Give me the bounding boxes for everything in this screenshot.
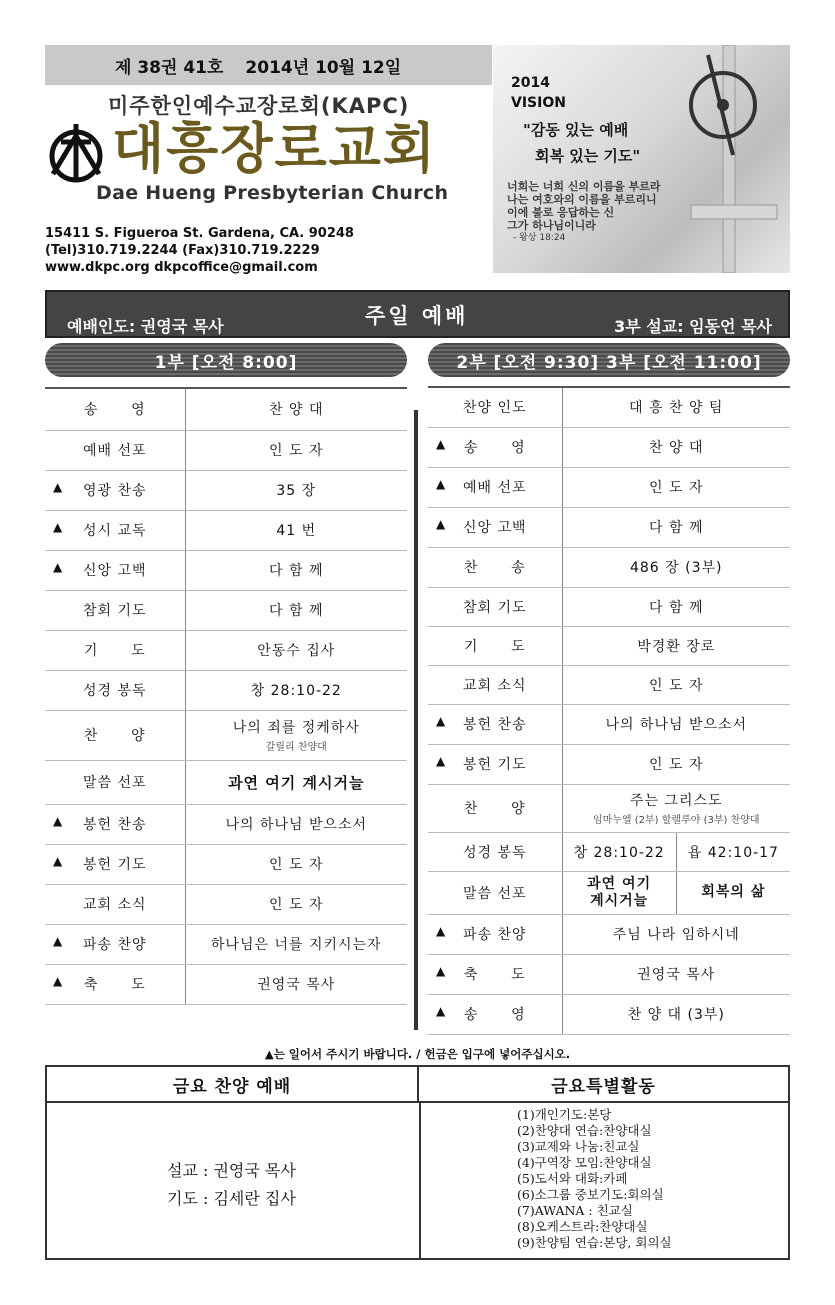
friday-prayer: 기도 : 김세란 집사 xyxy=(167,1189,296,1208)
order-value xyxy=(185,804,407,844)
order-value xyxy=(185,510,407,550)
order-row xyxy=(45,844,407,884)
order-label-text: 참회 기도 xyxy=(82,603,147,619)
order-label-text: 성경 봉독 xyxy=(82,683,147,699)
order-label-text: 송 영 xyxy=(463,440,526,456)
stand-marker: ▲ xyxy=(53,974,64,988)
order-label-text: 예배 선포 xyxy=(462,480,527,496)
order-value-text: 다 함 께 xyxy=(649,520,704,536)
order-label xyxy=(45,964,185,1004)
order-value xyxy=(185,550,407,590)
order-label-text: 성시 교독 xyxy=(82,523,147,539)
vision-quote: "감동 있는 예배 회복 있는 기도" xyxy=(523,121,641,165)
order-row xyxy=(428,587,790,626)
worship-leader: 예배인도: 권영국 목사 xyxy=(67,317,224,336)
friday-worship-info xyxy=(167,1157,296,1213)
stand-marker: ▲ xyxy=(436,924,447,938)
contact-info xyxy=(45,225,354,276)
stand-marker: ▲ xyxy=(53,480,64,494)
order-value-part: 회복의 삶 xyxy=(676,872,790,914)
friday-sermon: 설교 : 권영국 목사 xyxy=(167,1161,296,1180)
order-label xyxy=(428,587,562,626)
order-value-text: 인 도 자 xyxy=(649,480,704,496)
order-row xyxy=(45,510,407,550)
order-row xyxy=(428,914,790,954)
order-label xyxy=(428,871,562,914)
order-value xyxy=(562,665,790,704)
order-label-text: 말씀 선포 xyxy=(462,885,527,902)
order-row xyxy=(45,804,407,844)
order-value xyxy=(185,710,407,760)
order-row xyxy=(428,427,790,467)
stand-marker: ▲ xyxy=(436,517,447,531)
order-value-text: 인 도 자 xyxy=(649,757,704,773)
order-value-text: 다 함 께 xyxy=(269,603,324,619)
order-value-text: 하나님은 너를 지키시는자 xyxy=(210,937,382,953)
activity-item: (3)교제와 나눔:친교실 xyxy=(517,1139,640,1154)
order-label-text: 기 도 xyxy=(83,643,146,659)
order-value-text: 과연 여기 계시거늘 xyxy=(228,773,365,792)
order-row xyxy=(45,884,407,924)
order-row xyxy=(428,507,790,547)
order-label-text: 참회 기도 xyxy=(462,599,527,616)
order-value-text: 나의 하나님 받으소서 xyxy=(225,817,368,833)
order-value-part: 욥 42:10-17 xyxy=(676,833,790,871)
order-value-part: 과연 여기 계시거늘 xyxy=(587,875,652,909)
church-name-korean: 대흥장로교회 xyxy=(112,117,437,180)
order-value-text: 주님 나라 임하시네 xyxy=(612,927,740,943)
order-value xyxy=(562,784,790,832)
order-value xyxy=(185,630,407,670)
order-value-text: 찬 양 대 xyxy=(649,440,704,456)
stand-marker: ▲ xyxy=(436,1004,447,1018)
address: 15411 S. Figueroa St. Gardena, CA. 90248 xyxy=(45,226,354,241)
cross-bicycle-icon xyxy=(683,45,790,273)
order-value xyxy=(185,964,407,1004)
sermon-speaker: 3부 설교: 임동언 목사 xyxy=(614,317,772,336)
friday-box xyxy=(45,1065,790,1260)
order-label xyxy=(428,954,562,994)
friday-divider xyxy=(419,1103,421,1258)
order-label-text: 기 도 xyxy=(463,638,526,655)
order-row xyxy=(428,547,790,587)
stand-marker: ▲ xyxy=(53,520,64,534)
order-label-text: 찬 양 xyxy=(463,801,526,817)
order-value-text: 나의 하나님 받으소서 xyxy=(605,717,748,733)
activities-list xyxy=(517,1107,672,1251)
order-row xyxy=(45,710,407,760)
order-label-text: 봉헌 기도 xyxy=(82,857,147,873)
order-label-text: 말씀 선포 xyxy=(82,775,147,791)
order-label xyxy=(428,507,562,547)
order-value xyxy=(562,427,790,467)
order-label xyxy=(45,844,185,884)
first-service-order xyxy=(45,387,407,1005)
order-label xyxy=(428,994,562,1034)
order-value xyxy=(562,587,790,626)
order-value xyxy=(185,844,407,884)
order-label xyxy=(45,510,185,550)
second-third-service-header: 2부 [오전 9:30] 3부 [오전 11:00] xyxy=(428,343,790,377)
order-value-text: 찬 양 대 (3부) xyxy=(627,1007,725,1023)
vision-year: 2014 VISION xyxy=(511,75,566,111)
order-value-text: 창 28:10-22 xyxy=(250,683,342,699)
order-label-text: 찬 양 xyxy=(83,728,146,744)
order-value-text: 주는 그리스도 xyxy=(629,793,723,809)
order-value-text: 권영국 목사 xyxy=(637,967,716,983)
order-value-note: 임마누엘 (2부) 할렐루야 (3부) 찬양대 xyxy=(592,815,760,826)
order-label-text: 봉헌 찬송 xyxy=(462,717,527,733)
order-value xyxy=(562,547,790,587)
order-value-part: 창 28:10-22 xyxy=(573,844,665,861)
column-divider xyxy=(414,410,418,1030)
issue-bar xyxy=(45,45,492,85)
activity-item: (9)찬양팀 연습:본당, 회의실 xyxy=(517,1235,672,1250)
order-label-text: 교회 소식 xyxy=(462,677,527,694)
activity-item: (6)소그룹 중보기도:회의실 xyxy=(517,1187,664,1202)
order-row xyxy=(428,954,790,994)
volume-number: 제 38권 41호 xyxy=(115,57,224,78)
order-value-text: 권영국 목사 xyxy=(257,977,336,993)
stand-marker: ▲ xyxy=(436,477,447,491)
order-label xyxy=(45,710,185,760)
order-value-split xyxy=(562,871,790,914)
web-email: www.dkpc.org dkpcoffice@gmail.com xyxy=(45,260,318,275)
order-label xyxy=(45,470,185,510)
stand-marker: ▲ xyxy=(436,714,447,728)
order-label-text: 신앙 고백 xyxy=(82,563,147,579)
order-label xyxy=(428,547,562,587)
order-value xyxy=(562,954,790,994)
order-label xyxy=(45,550,185,590)
order-value xyxy=(185,924,407,964)
order-row xyxy=(45,430,407,470)
order-value-text: 다 함 께 xyxy=(269,563,324,579)
friday-worship-title: 금요 찬양 예배 xyxy=(47,1067,419,1103)
order-row xyxy=(45,630,407,670)
stand-marker: ▲ xyxy=(53,934,64,948)
order-label xyxy=(45,630,185,670)
order-label xyxy=(45,430,185,470)
order-label xyxy=(45,760,185,804)
order-value-text: 인 도 자 xyxy=(269,897,324,913)
order-value-text: 박경환 장로 xyxy=(637,638,716,655)
order-value-text: 41 번 xyxy=(276,523,317,539)
order-row xyxy=(428,744,790,784)
order-value xyxy=(185,590,407,630)
order-label-text: 영광 찬송 xyxy=(82,483,147,499)
order-label xyxy=(45,884,185,924)
order-label xyxy=(428,914,562,954)
order-value-split xyxy=(562,832,790,871)
order-label xyxy=(428,784,562,832)
order-row xyxy=(428,387,790,427)
order-row xyxy=(428,626,790,665)
order-row xyxy=(45,388,407,430)
order-label xyxy=(45,670,185,710)
order-label-text: 봉헌 기도 xyxy=(462,757,527,773)
order-label-text: 송 영 xyxy=(463,1007,526,1023)
second-service-order xyxy=(428,386,790,1035)
order-row xyxy=(428,784,790,832)
church-name-english: Dae Hueng Presbyterian Church xyxy=(96,182,449,204)
order-label xyxy=(45,804,185,844)
order-label xyxy=(45,388,185,430)
church-logo-icon xyxy=(45,122,107,184)
activity-item: (8)오케스트라:찬양대실 xyxy=(517,1219,648,1234)
stand-marker: ▲ xyxy=(436,754,447,768)
order-label-text: 축 도 xyxy=(463,967,526,983)
order-label xyxy=(428,467,562,507)
order-row xyxy=(45,924,407,964)
order-label-text: 신앙 고백 xyxy=(462,520,527,536)
stand-marker: ▲ xyxy=(436,437,447,451)
stand-marker: ▲ xyxy=(53,854,64,868)
first-service-header: 1부 [오전 8:00] xyxy=(45,343,407,377)
order-row xyxy=(428,704,790,744)
order-row xyxy=(45,964,407,1004)
order-value xyxy=(562,744,790,784)
stand-marker: ▲ xyxy=(436,964,447,978)
order-label-text: 축 도 xyxy=(83,977,146,993)
order-label xyxy=(45,924,185,964)
activity-item: (5)도서와 대화:카페 xyxy=(517,1171,628,1186)
service-bar xyxy=(45,290,790,338)
order-row xyxy=(428,467,790,507)
order-value-text: 486 장 (3부) xyxy=(629,560,723,576)
order-value xyxy=(185,760,407,804)
order-value xyxy=(185,388,407,430)
order-value-note: 갈릴리 찬양대 xyxy=(265,742,327,753)
stand-marker: ▲ xyxy=(53,814,64,828)
order-value-text: 다 함 께 xyxy=(649,599,704,616)
order-row xyxy=(428,871,790,914)
issue-date: 2014년 10월 12일 xyxy=(245,57,402,78)
order-label-text: 송 영 xyxy=(83,402,146,419)
order-label-text: 봉헌 찬송 xyxy=(82,817,147,833)
order-value-text: 안동수 집사 xyxy=(257,643,336,659)
order-label-text: 찬양 인도 xyxy=(462,400,527,417)
order-value-text: 찬 양 대 xyxy=(269,402,324,419)
order-value xyxy=(562,626,790,665)
order-label xyxy=(428,832,562,871)
order-label xyxy=(428,704,562,744)
order-row xyxy=(45,550,407,590)
activity-item: (4)구역장 모임:찬양대실 xyxy=(517,1155,652,1170)
activity-item: (2)찬양대 연습:찬양대실 xyxy=(517,1123,652,1138)
order-label-text: 파송 찬양 xyxy=(462,927,527,943)
order-label xyxy=(428,387,562,427)
order-label xyxy=(428,744,562,784)
order-label xyxy=(428,427,562,467)
order-row xyxy=(45,760,407,804)
order-value xyxy=(185,670,407,710)
order-label xyxy=(428,665,562,704)
denomination-name: 미주한인예수교장로회(KAPC) xyxy=(108,94,410,118)
order-value-text: 나의 죄를 정케하사 xyxy=(232,720,360,736)
friday-activities-title: 금요특별활동 xyxy=(419,1067,788,1103)
order-label-text: 예배 선포 xyxy=(82,443,147,459)
vision-panel xyxy=(493,45,790,273)
order-label xyxy=(45,590,185,630)
order-value-text: 인 도 자 xyxy=(269,857,324,873)
order-row xyxy=(45,670,407,710)
order-value xyxy=(185,470,407,510)
order-value xyxy=(185,430,407,470)
order-row xyxy=(45,470,407,510)
standing-notice: ▲는 일어서 주시기 바랍니다. / 헌금은 입구에 넣어주십시오. xyxy=(264,1047,571,1061)
order-row xyxy=(428,832,790,871)
vision-verse: 너희는 너희 신의 이름을 부르라 나는 여호와의 이름을 부르리니 이에 불로 응답하는 신 그가 하나님이니라 - 왕상 18:24 xyxy=(507,180,661,243)
service-title: 주일 예배 xyxy=(365,304,469,328)
order-value-text: 인 도 자 xyxy=(649,677,704,694)
activity-item: (7)AWANA : 친교실 xyxy=(517,1203,633,1218)
order-value xyxy=(562,507,790,547)
order-label-text: 성경 봉독 xyxy=(462,844,527,861)
activity-item: (1)개인기도:본당 xyxy=(517,1107,612,1122)
order-label-text: 찬 송 xyxy=(463,560,526,576)
order-row xyxy=(45,590,407,630)
phone-fax: (Tel)310.719.2244 (Fax)310.719.2229 xyxy=(45,243,320,258)
order-value-text: 인 도 자 xyxy=(269,443,324,459)
order-value xyxy=(185,884,407,924)
order-label-text: 교회 소식 xyxy=(82,897,147,913)
order-label xyxy=(428,626,562,665)
order-value xyxy=(562,387,790,427)
order-value xyxy=(562,994,790,1034)
order-row xyxy=(428,994,790,1034)
order-value xyxy=(562,704,790,744)
order-value-text: 대 흥 찬 양 팀 xyxy=(629,400,724,417)
order-value xyxy=(562,914,790,954)
order-value-text: 35 장 xyxy=(276,483,317,499)
order-label-text: 파송 찬양 xyxy=(82,937,147,953)
order-row xyxy=(428,665,790,704)
stand-marker: ▲ xyxy=(53,560,64,574)
order-value xyxy=(562,467,790,507)
